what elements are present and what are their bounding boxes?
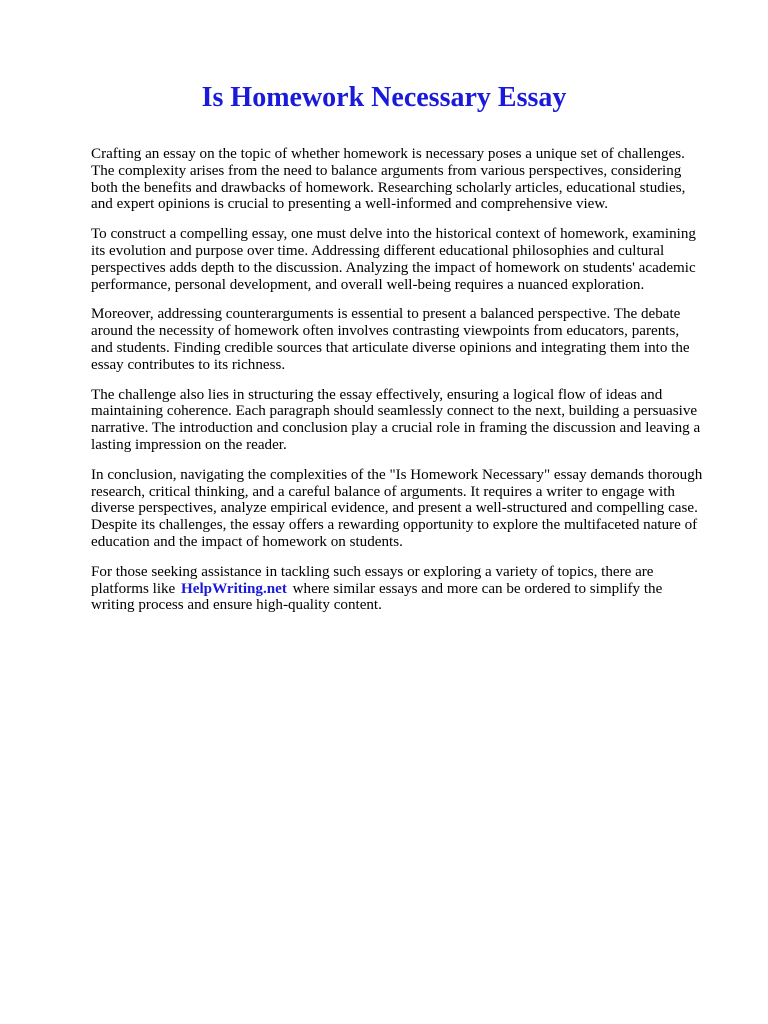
paragraph-line: essay contributes to its richness. <box>91 356 286 373</box>
closing-paragraph <box>91 564 731 614</box>
paragraph-line: The complexity arises from the need to balance arguments from various perspectives, considering <box>91 162 682 179</box>
paragraph-line: research, critical thinking, and a careful balance of arguments. It requires a writer to engage with <box>91 483 675 500</box>
paragraph-line: The challenge also lies in structuring the essay effectively, ensuring a logical flow of ideas and <box>91 386 663 403</box>
paragraph-line: Crafting an essay on the topic of whether homework is necessary poses a unique set of challenges. <box>91 146 685 162</box>
paragraph-line: perspectives adds depth to the discussion. Analyzing the impact of homework on students' academic <box>91 259 696 276</box>
paragraph-2 <box>91 226 731 293</box>
paragraph-line: For those seeking assistance in tackling such essays or exploring a variety of topics, there are <box>91 563 654 580</box>
paragraph-line: around the necessity of homework often involves contrasting viewpoints from educators, parents, <box>91 323 680 340</box>
paragraph-line-with-link <box>91 581 731 598</box>
closing-text-after-link: where similar essays and more can be ordered to simplify the <box>292 580 663 597</box>
paragraph-line: diverse perspectives, analyze empirical evidence, and present a well-structured and compelling case. <box>91 500 698 517</box>
paragraph-line: both the benefits and drawbacks of homework. Researching scholarly articles, educational studies, <box>91 179 686 196</box>
paragraph-line: To construct a compelling essay, one must delve into the historical context of homework, examining <box>91 226 696 243</box>
paragraph-1 <box>91 146 731 213</box>
paragraph-line: Moreover, addressing counterarguments is essential to present a balanced perspective. The debate <box>91 306 681 323</box>
helpwriting-link[interactable]: HelpWriting.net <box>181 580 287 597</box>
paragraph-line: performance, personal development, and overall well-being requires a nuanced exploration. <box>91 276 645 293</box>
paragraph-4 <box>91 387 731 454</box>
essay-body <box>91 146 731 627</box>
paragraph-line: writing process and ensure high-quality content. <box>91 597 382 614</box>
paragraph-line: maintaining coherence. Each paragraph should seamlessly connect to the next, building a persuasive <box>91 403 698 420</box>
page-title: Is Homework Necessary Essay <box>201 82 567 113</box>
paragraph-line: In conclusion, navigating the complexities of the "Is Homework Necessary" essay demands thorough <box>91 466 703 483</box>
paragraph-line: narrative. The introduction and conclusion play a crucial role in framing the discussion and leaving a <box>91 420 701 437</box>
paragraph-line: and expert opinions is crucial to presenting a well-informed and comprehensive view. <box>91 196 609 213</box>
paragraph-3 <box>91 306 731 373</box>
paragraph-line: Despite its challenges, the essay offers a rewarding opportunity to explore the multifaceted nature of <box>91 517 698 534</box>
paragraph-5 <box>91 467 731 551</box>
paragraph-line: its evolution and purpose over time. Addressing different educational philosophies and cultural <box>91 242 665 259</box>
paragraph-line: and students. Finding credible sources that articulate diverse opinions and integrating them into the <box>91 339 690 356</box>
paragraph-line: lasting impression on the reader. <box>91 436 287 453</box>
closing-text-before-link: platforms like <box>91 580 176 597</box>
paragraph-line: education and the impact of homework on students. <box>91 533 403 550</box>
